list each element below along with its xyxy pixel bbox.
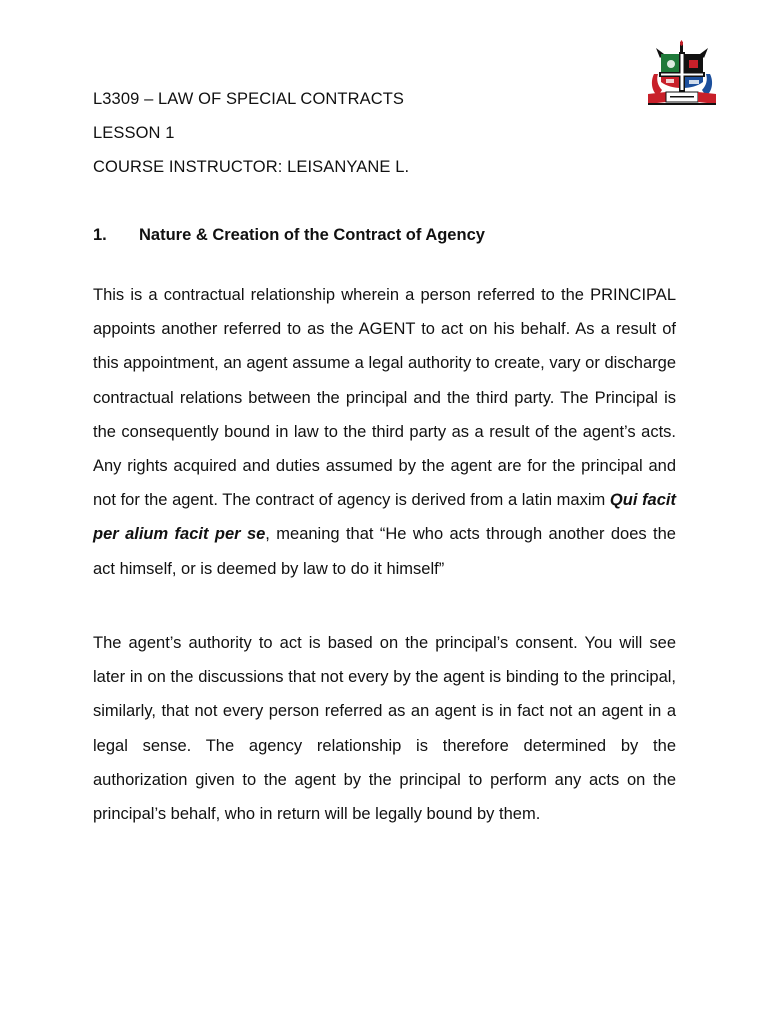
course-title: L3309 – LAW OF SPECIAL CONTRACTS [93, 90, 404, 108]
section-title: Nature & Creation of the Contract of Agency [139, 226, 485, 244]
course-instructor: COURSE INSTRUCTOR: LEISANYANE L. [93, 158, 410, 176]
section-heading [93, 226, 485, 245]
lesson-label: LESSON 1 [93, 124, 175, 142]
paragraph-agency-definition [93, 278, 676, 586]
latin-maxim: Qui facit per alium facit per se [93, 491, 676, 544]
paragraph-text: , meaning that “He who acts through another does the act himself, or is deemed by law to do it himself” [93, 525, 676, 578]
university-crest-icon [644, 40, 720, 108]
section-number: 1. [93, 226, 107, 244]
paragraph-text: This is a contractual relationship wherein a person referred to the PRINCIPAL appoints another referred to as the AGENT to act on his behalf. As a result of this appointment, an agent assume a legal authority to create, vary or discharge contractual relations between the principal and the third party. The Principal is the consequently bound in law to the third party as a result of the agent’s acts. Any rights acquired and duties assumed by the agent are for the principal and not for the agent. The contract of agency is derived from a latin maxim [93, 286, 676, 510]
paragraph-agent-authority: The agent’s authority to act is based on the principal’s consent. You will see later in on the discussions that not every by the agent is binding to the principal, similarly, that not every person referred as an agent is in fact not an agent in a legal sense. The agency relationship is therefore determined by the authorization given to the agent by the principal to perform any acts on the principal’s behalf, who in return will be legally bound by them. [93, 634, 676, 824]
